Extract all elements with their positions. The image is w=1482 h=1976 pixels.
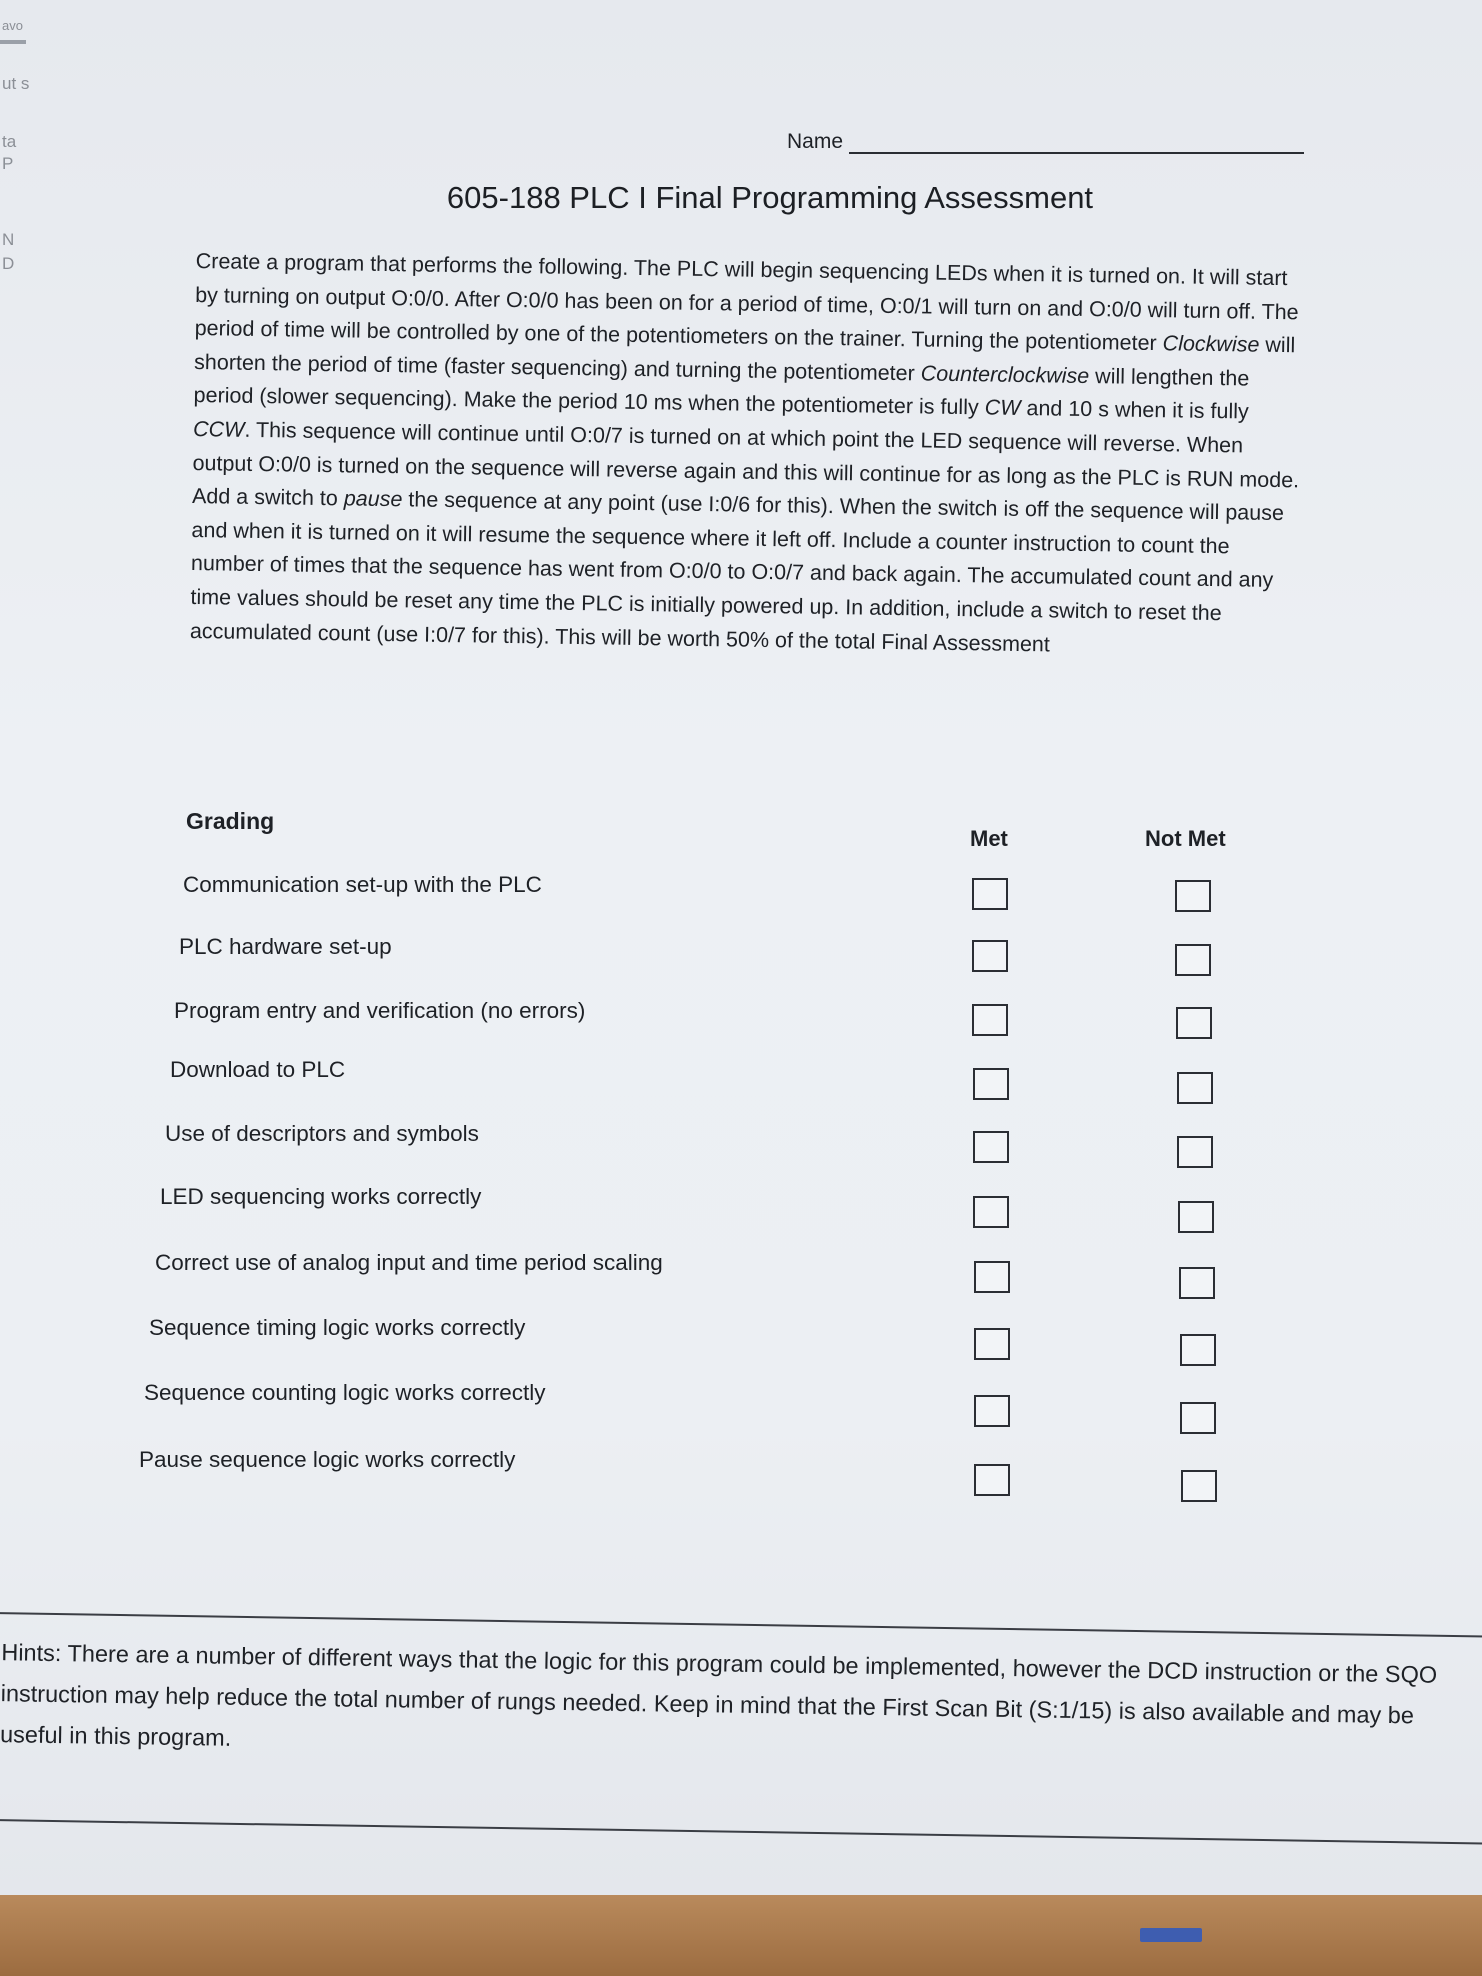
edge-fragment: ta bbox=[2, 132, 17, 151]
not-met-checkbox[interactable] bbox=[1180, 1402, 1216, 1434]
edge-fragment: D bbox=[2, 254, 15, 273]
not-met-checkbox[interactable] bbox=[1180, 1334, 1216, 1366]
met-checkbox[interactable] bbox=[972, 878, 1008, 910]
assignment-description: Create a program that performs the following. The PLC will begin sequencing LEDs when it is turned on. It will start by turning on output O:0/0. After O:0/0 has been on for a period of time, O:0/1 will turn on and O:0/0 will turn off. The period of time will be controlled by one of the potentiometers on the trainer. Turning the potentiometer Clockwise will shorten the period of time (faster sequencing) and turning the potentiometer Counterclockwise will lengthen the period (slower sequencing). Make the period 10 ms when the potentiometer is fully CW and 10 s when it is fully CCW. This sequence will continue until O:0/7 is turned on at which point the LED sequence will reverse. When output O:0/0 is turned on the sequence will reverse again and this will continue for as long as the PLC is RUN mode. Add a switch to pause the sequence at any point (use I:0/6 for this). When the switch is off the sequence will pause and when it is turned on it will resume the sequence where it left off. Include a counter instruction to count the number of times that the sequence has went from O:0/0 to O:0/7 and back again. The accumulated count and any time values should be reset any time the PLC is initially powered up. In addition, include a switch to reset the accumulated count (use I:0/7 for this). This will be worth 50% of the total Final Assessment bbox=[189, 248, 1300, 656]
grading-row-label: Correct use of analog input and time period scaling bbox=[155, 1250, 663, 1275]
not-met-checkbox[interactable] bbox=[1176, 1007, 1212, 1039]
grading-row-label: Communication set-up with the PLC bbox=[183, 872, 542, 897]
grading-row-label: LED sequencing works correctly bbox=[160, 1184, 482, 1209]
not-met-checkbox[interactable] bbox=[1175, 944, 1211, 976]
desk-surface bbox=[0, 1895, 1482, 1976]
grading-row-label: Sequence timing logic works correctly bbox=[149, 1315, 526, 1340]
met-checkbox[interactable] bbox=[972, 1004, 1008, 1036]
edge-fragment: avo bbox=[2, 18, 23, 33]
grading-row-label: Sequence counting logic works correctly bbox=[144, 1380, 546, 1405]
grading-row-label: Program entry and verification (no errors) bbox=[174, 998, 586, 1023]
not-met-checkbox[interactable] bbox=[1181, 1470, 1217, 1502]
met-checkbox[interactable] bbox=[973, 1196, 1009, 1228]
met-checkbox[interactable] bbox=[972, 940, 1008, 972]
not-met-column-header: Not Met bbox=[1145, 826, 1226, 851]
hints-box bbox=[0, 1612, 1482, 1845]
not-met-checkbox[interactable] bbox=[1175, 880, 1211, 912]
met-checkbox[interactable] bbox=[973, 1131, 1009, 1163]
name-blank-line bbox=[849, 132, 1304, 154]
edge-tab bbox=[0, 40, 26, 44]
name-label: Name bbox=[787, 130, 844, 153]
not-met-checkbox[interactable] bbox=[1177, 1136, 1213, 1168]
grading-row-label: Download to PLC bbox=[170, 1057, 346, 1082]
met-checkbox[interactable] bbox=[974, 1261, 1010, 1293]
page-title: 605-188 PLC I Final Programming Assessment bbox=[446, 180, 1094, 215]
met-checkbox[interactable] bbox=[973, 1068, 1009, 1100]
edge-fragment: ut s bbox=[2, 74, 30, 93]
desk-object bbox=[1140, 1928, 1202, 1942]
met-checkbox[interactable] bbox=[974, 1464, 1010, 1496]
not-met-checkbox[interactable] bbox=[1179, 1267, 1215, 1299]
met-column-header: Met bbox=[970, 826, 1008, 851]
met-checkbox[interactable] bbox=[974, 1328, 1010, 1360]
grading-heading: Grading bbox=[186, 808, 275, 834]
not-met-checkbox[interactable] bbox=[1178, 1201, 1214, 1233]
name-field bbox=[787, 130, 1304, 154]
edge-fragment: P bbox=[2, 154, 14, 173]
grading-row-label: Use of descriptors and symbols bbox=[165, 1121, 479, 1146]
hints-text: Hints: There are a number of different ways that the logic for this program could be implemented, however the DCD instruction or the SQO instruction may help reduce the total number of rungs needed. Keep in mind that the First Scan Bit (S:1/15) is also available and may be useful in this program. bbox=[0, 1639, 1438, 1751]
met-checkbox[interactable] bbox=[974, 1395, 1010, 1427]
not-met-checkbox[interactable] bbox=[1177, 1072, 1213, 1104]
grading-row-label: PLC hardware set-up bbox=[179, 934, 392, 959]
grading-row-label: Pause sequence logic works correctly bbox=[139, 1447, 516, 1472]
edge-fragment: N bbox=[2, 230, 15, 249]
